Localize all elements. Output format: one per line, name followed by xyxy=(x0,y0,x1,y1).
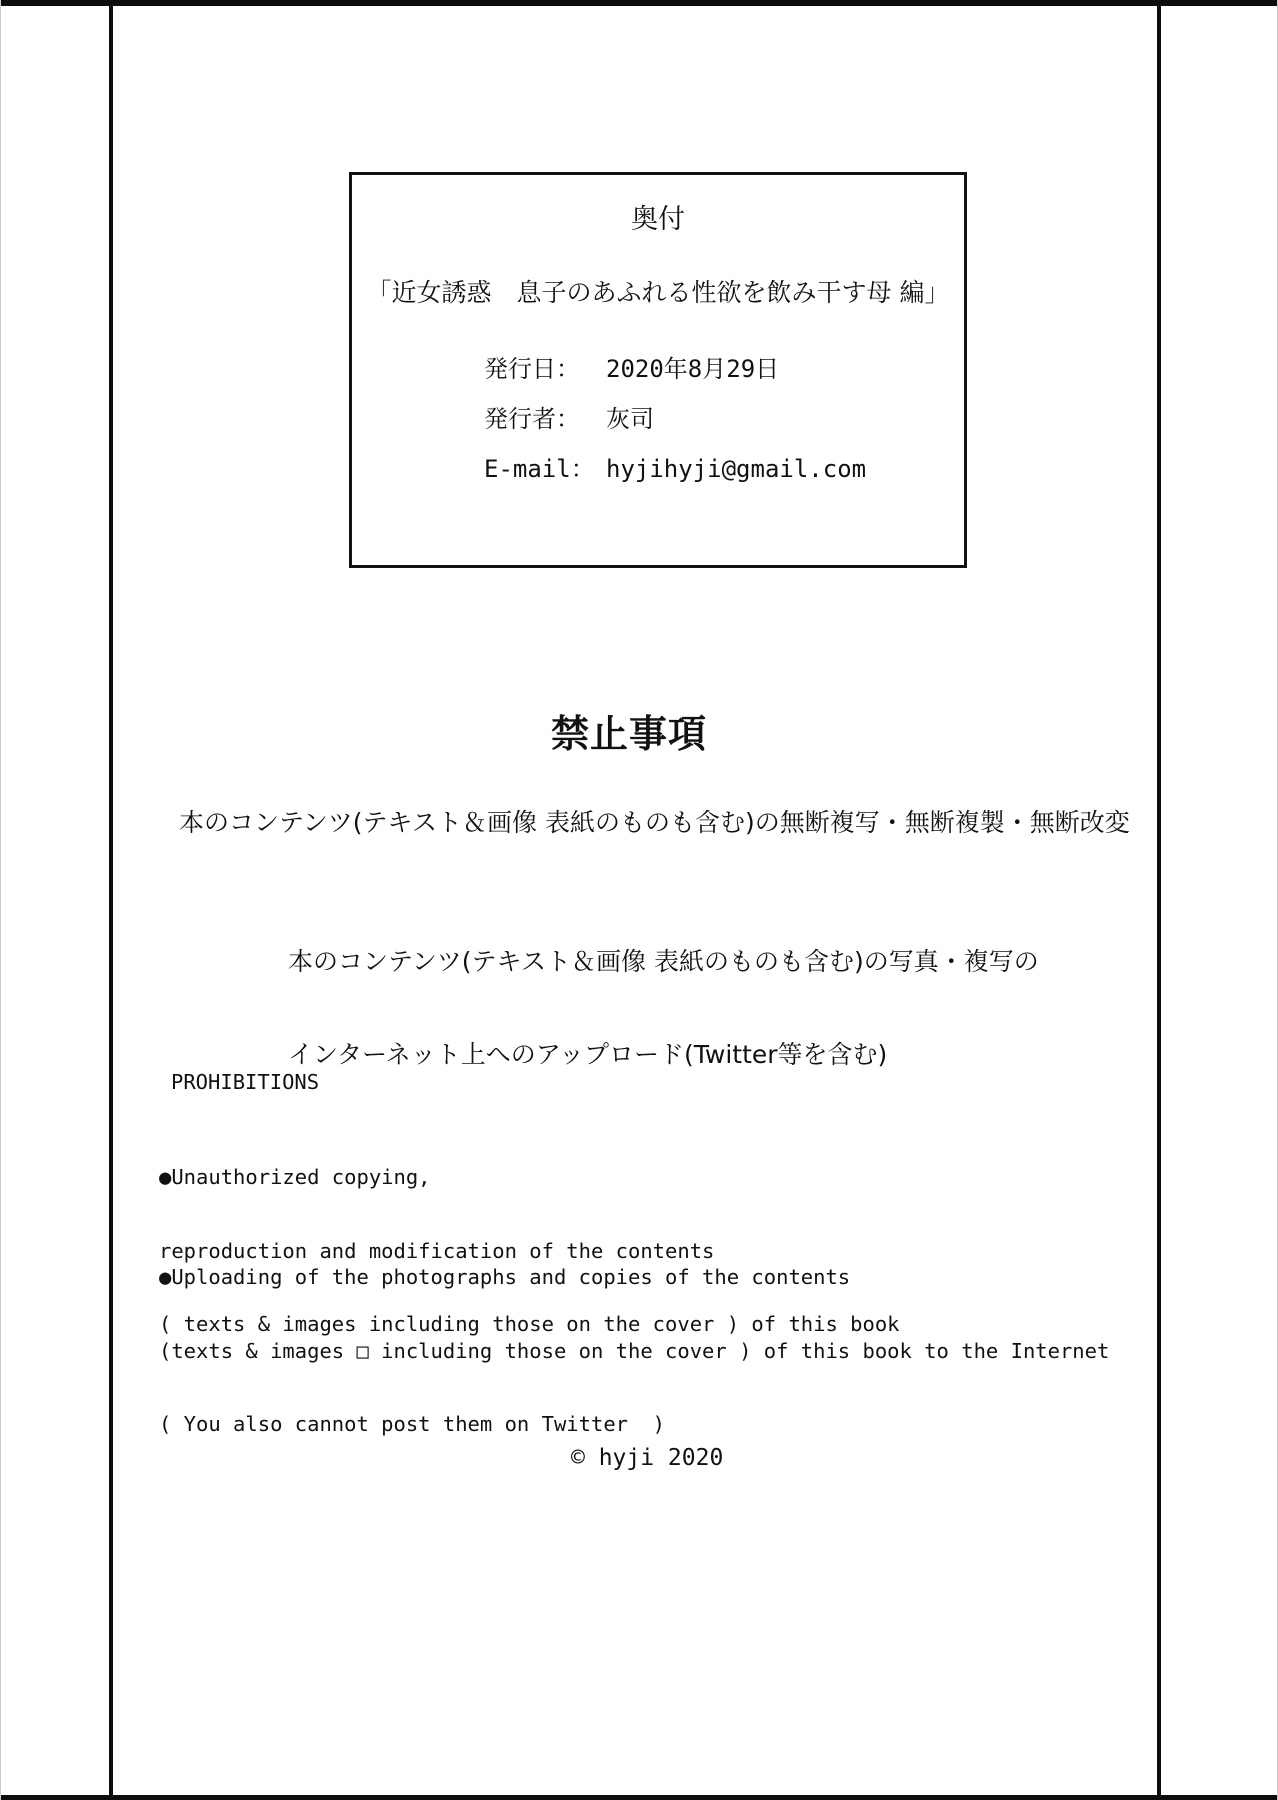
prohibitions-heading-en: PROHIBITIONS xyxy=(171,1070,320,1094)
publish-date-row xyxy=(484,354,779,384)
publisher-row xyxy=(484,404,654,434)
colophon-box xyxy=(349,172,967,568)
publish-date-value: 2020年8月29日 xyxy=(606,355,780,383)
prohibition-block-uploading-line-3: ( You also cannot post them on Twitter ) xyxy=(159,1412,666,1436)
prohibition-block-copying-line-3: ( texts & images including those on the cover ) of this book xyxy=(159,1312,900,1336)
prohibition-paragraph-2-line-1: 本のコンテンツ(テキスト＆画像 表紙のものも含む)の写真・複写の xyxy=(288,947,1039,976)
publish-date-label: 発行日： xyxy=(484,355,580,383)
publisher-value: 灰司 xyxy=(606,405,654,433)
copyright-line: © hyji 2020 xyxy=(571,1445,724,1471)
left-margin-rule xyxy=(109,0,113,1800)
email-label: E-mail： xyxy=(484,455,595,483)
book-title: 「近女誘惑 息子のあふれる性欲を飲み干す母 編」 xyxy=(366,278,950,307)
right-margin-rule xyxy=(1157,0,1161,1800)
prohibitions-heading-ja: 禁止事項 xyxy=(551,712,708,756)
prohibition-paragraph-2-line-2: インターネット上へのアップロード(Twitter等を含む) xyxy=(288,1040,888,1069)
prohibition-paragraph-2 xyxy=(288,884,1039,1132)
page-top-border xyxy=(1,0,1277,6)
colophon-heading: 奥付 xyxy=(631,204,685,235)
publisher-label: 発行者： xyxy=(484,405,580,433)
email-value: hyjihyji@gmail.com xyxy=(606,455,867,483)
prohibition-block-copying-line-1: ●Unauthorized copying, xyxy=(159,1165,431,1189)
page-bottom-border xyxy=(1,1795,1277,1800)
prohibition-block-uploading-line-2: (texts & images □ including those on the cover ) of this book to the Internet xyxy=(159,1338,1110,1363)
email-row xyxy=(484,454,866,484)
prohibition-block-uploading-line-1: ●Uploading of the photographs and copies of the contents xyxy=(159,1265,851,1289)
prohibition-paragraph-1: 本のコンテンツ(テキスト＆画像 表紙のものも含む)の無断複写・無断複製・無断改変 xyxy=(179,808,1130,837)
prohibition-block-copying-line-2: reproduction and modification of the contents xyxy=(159,1238,715,1263)
